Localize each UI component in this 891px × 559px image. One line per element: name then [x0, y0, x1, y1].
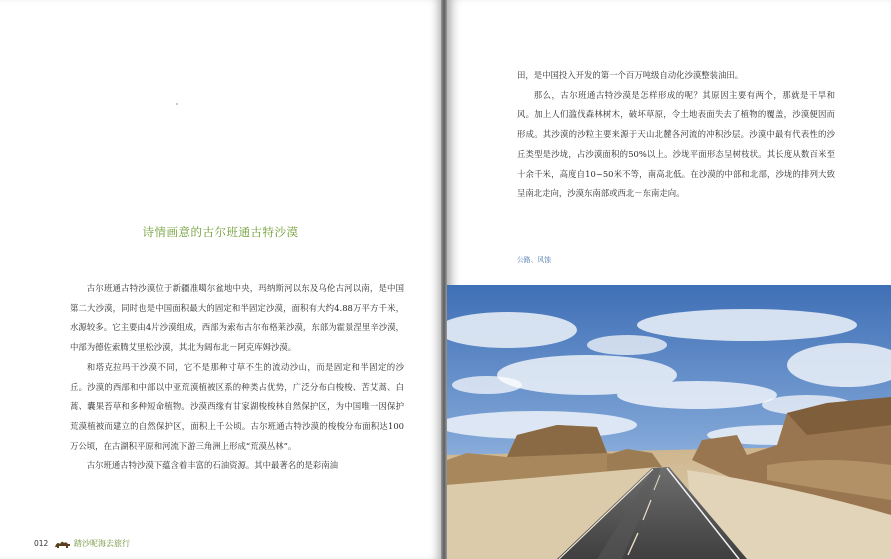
- camel-icon: [54, 539, 71, 549]
- chapter-title: 诗情画意的古尔班通古特沙漠: [142, 225, 299, 239]
- left-page: [0, 0, 441, 559]
- photo-caption: 公路、风蚀: [517, 256, 551, 264]
- paragraph-continuation: 田，是中国投入开发的第一个百万吨级自动化沙漠整装油田。: [517, 70, 744, 80]
- paragraph: 那么，古尔班通古特沙漠是怎样形成的呢？其原因主要有两个，那就是干旱和风。加上人们滥伐森林树木，破坏草原，令土地表面失去了植物的覆盖，沙漠便因而形成。其沙漠的沙粒主要来源于天山北麓各河流的冲积沙层。沙漠中最有代表性的沙丘类型是沙垅，占沙漠面积的50%以上。沙垅平面形态呈树枝状。其长度从数百米至十余千米，高度自10~50米不等，南高北低。在沙漠的中部和北部，沙垅的排列大致呈南北走向，沙漠东南部或西北－东南走向。: [517, 89, 835, 199]
- paragraph: 和塔克拉玛干沙漠不同，它不是那种寸草不生的流动沙山，而是固定和半固定的沙丘。沙漠的西部和中部以中亚荒漠植被区系的种类占优势，广泛分布白梭梭、苦艾蒿、白蒿、囊果苔草和多种短命植物。沙漠西缘有甘家湖梭梭林自然保护区，为中国唯一因保护荒漠植被而建立的自然保护区，面积上千公顷。古尔班通古特沙漠的梭梭分布面积达100万公顷，在古湖积平原和河流下游三角洲上形成“荒漠丛林”。: [70, 361, 404, 451]
- paragraph: 古尔班通古特沙漠下蕴含着丰富的石油资源。其中最著名的是彩南油: [86, 460, 339, 471]
- footer-book-title: 踏沙呢海去旅行: [74, 539, 130, 548]
- page-number: 012: [34, 539, 49, 548]
- right-body-text: [517, 66, 835, 204]
- desert-road-photo: [447, 285, 891, 559]
- paragraph: 古尔班通古特沙漠位于新疆准噶尔盆地中央，玛纳斯河以东及乌伦古河以南，是中国第二大沙漠，同时也是中国面积最大的固定和半固定沙漠，面积有大约4.88万平方千米，水源较多。它主要由4片沙漠组成，西部为索布古尔布格莱沙漠，东部为霍景涅里辛沙漠，中部为德佐索腾艾里松沙漠，其北为阔布北－阿克库姆沙漠。: [70, 283, 404, 353]
- page-mark: [176, 103, 178, 105]
- left-body-text: [70, 279, 404, 476]
